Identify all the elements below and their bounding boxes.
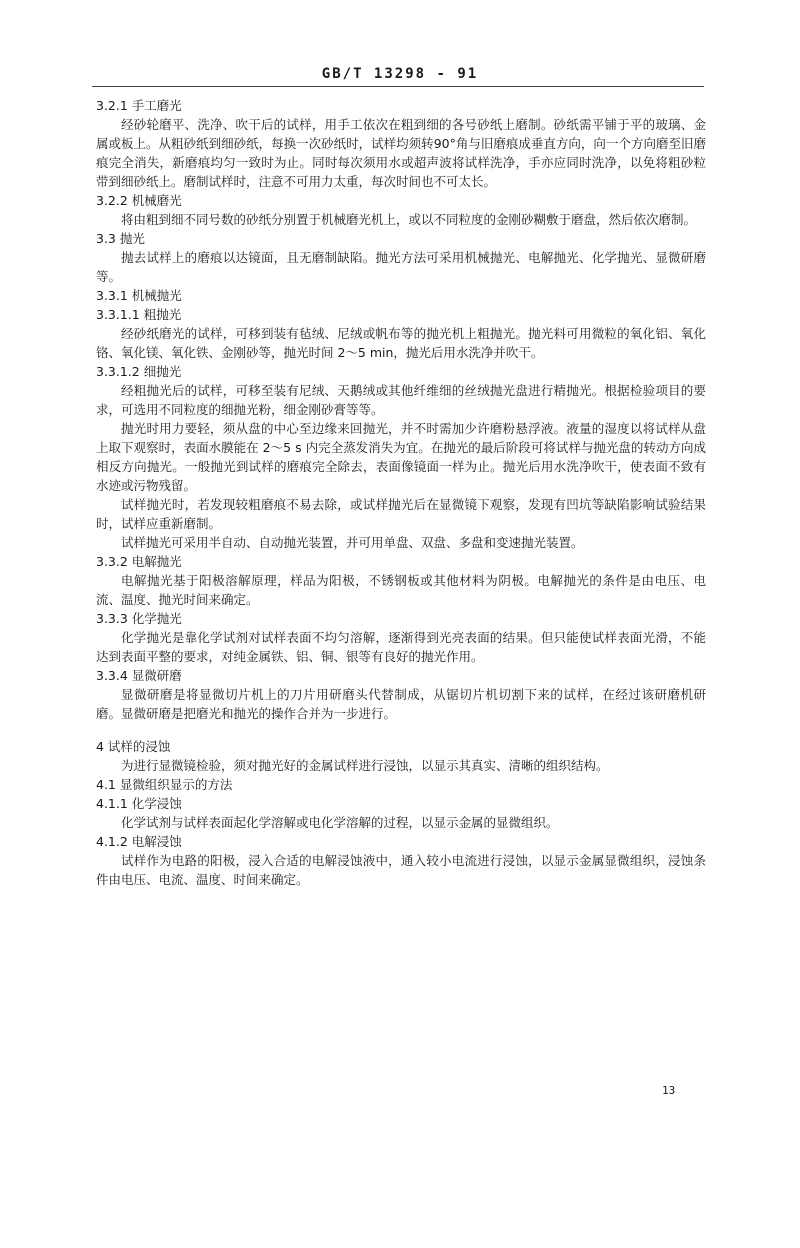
- section-heading: 4.1.1 化学浸蚀: [96, 796, 182, 811]
- section-heading: 3.3.1 机械抛光: [96, 288, 182, 303]
- section-heading: 4.1.2 电解浸蚀: [96, 834, 182, 849]
- body-paragraph: 试样抛光可采用半自动、自动抛光装置，并可用单盘、双盘、多盘和变速抛光装置。: [121, 535, 584, 550]
- section-heading: 4.1 显微组织显示的方法: [96, 777, 233, 792]
- section-heading: 3.3.2 电解抛光: [96, 554, 182, 569]
- body-paragraph: 抛光时用力要轻，须从盘的中心至边缘来回抛光，并不时需加少许磨粉悬浮液。液量的湿度以将试样从盘上取下观察时，表面水膜能在 2～5 s 内完全蒸发消失为宜。在抛光的最后阶段可将试样与抛光盘的转动方向成相反方向抛光。一般抛光到试样的磨痕完全除去，表面像镜面一样为止。抛光后用水洗净吹干，使表面不致有水迹或污物残留。: [96, 421, 706, 493]
- body-paragraph: 为进行显微镜检验，须对抛光好的金属试样进行浸蚀，以显示其真实、清晰的组织结构。: [121, 758, 609, 773]
- body-paragraph: 将由粗到细不同号数的砂纸分别置于机械磨光机上，或以不同粒度的金刚砂糊敷于磨盘，然后依次磨制。: [121, 212, 697, 227]
- body-paragraph: 化学试剂与试样表面起化学溶解或电化学溶解的过程，以显示金属的显微组织。: [121, 815, 559, 830]
- section-heading: 3.3.3 化学抛光: [96, 611, 182, 626]
- section-heading: 3.2.2 机械磨光: [96, 193, 182, 208]
- section-heading: 3.2.1 手工磨光: [96, 98, 182, 113]
- header-rule: [92, 86, 704, 87]
- section-heading: 3.3.4 显微研磨: [96, 668, 182, 683]
- body-paragraph: 化学抛光是靠化学试剂对试样表面不均匀溶解，逐渐得到光亮表面的结果。但只能使试样表面光滑，不能达到表面平整的要求，对纯金属铁、铝、铜、银等有良好的抛光作用。: [96, 630, 706, 664]
- body-paragraph: 电解抛光基于阳极溶解原理，样品为阳极，不锈钢板或其他材料为阴极。电解抛光的条件是由电压、电流、温度、抛光时间来确定。: [96, 573, 706, 607]
- body-paragraph: 经砂纸磨光的试样，可移到装有毡绒、尼绒或帆布等的抛光机上粗抛光。抛光料可用微粒的氧化铝、氧化铬、氧化镁、氧化铁、金刚砂等，抛光时间 2～5 min，抛光后用水洗净并吹干。: [96, 326, 706, 360]
- document-body: [96, 96, 706, 889]
- body-paragraph: 经砂轮磨平、洗净、吹干后的试样，用手工依次在粗到细的各号砂纸上磨制。砂纸需平铺于平的玻璃、金属或板上。从粗砂纸到细砂纸，每换一次砂纸时，试样均须转90°角与旧磨痕成垂直方向，向一个方向磨至旧磨痕完全消失，新磨痕均匀一致时为止。同时每次须用水或超声波将试样洗净，手亦应同时洗净，以免将粗砂粒带到细砂纸上。磨制试样时，注意不可用力太重，每次时间也不可太长。: [96, 117, 706, 189]
- page-number: 13: [662, 1084, 676, 1097]
- page-header-code: GB/T 13298 - 91: [321, 66, 479, 82]
- body-paragraph: 显微研磨是将显微切片机上的刀片用研磨头代替制成，从锯切片机切割下来的试样，在经过该研磨机研磨。显微研磨是把磨光和抛光的操作合并为一步进行。: [96, 687, 706, 721]
- section-gap: [96, 723, 706, 737]
- section-heading: 4 试样的浸蚀: [96, 739, 171, 754]
- section-heading: 3.3 抛光: [96, 231, 145, 246]
- section-heading: 3.3.1.1 粗抛光: [96, 307, 182, 322]
- section-heading: 3.3.1.2 细抛光: [96, 364, 182, 379]
- body-paragraph: 经粗抛光后的试样，可移至装有尼绒、天鹅绒或其他纤维细的丝绒抛光盘进行精抛光。根据检验项目的要求，可选用不同粒度的细抛光粉，细金刚砂膏等等。: [96, 383, 706, 417]
- body-paragraph: 试样作为电路的阳极，浸入合适的电解浸蚀液中，通入较小电流进行浸蚀，以显示金属显微组织，浸蚀条件由电压、电流、温度、时间来确定。: [96, 853, 706, 887]
- body-paragraph: 试样抛光时，若发现较粗磨痕不易去除，或试样抛光后在显微镜下观察，发现有凹坑等缺陷影响试验结果时，试样应重新磨制。: [96, 497, 706, 531]
- body-paragraph: 抛去试样上的磨痕以达镜面，且无磨制缺陷。抛光方法可采用机械抛光、电解抛光、化学抛光、显微研磨等。: [96, 250, 706, 284]
